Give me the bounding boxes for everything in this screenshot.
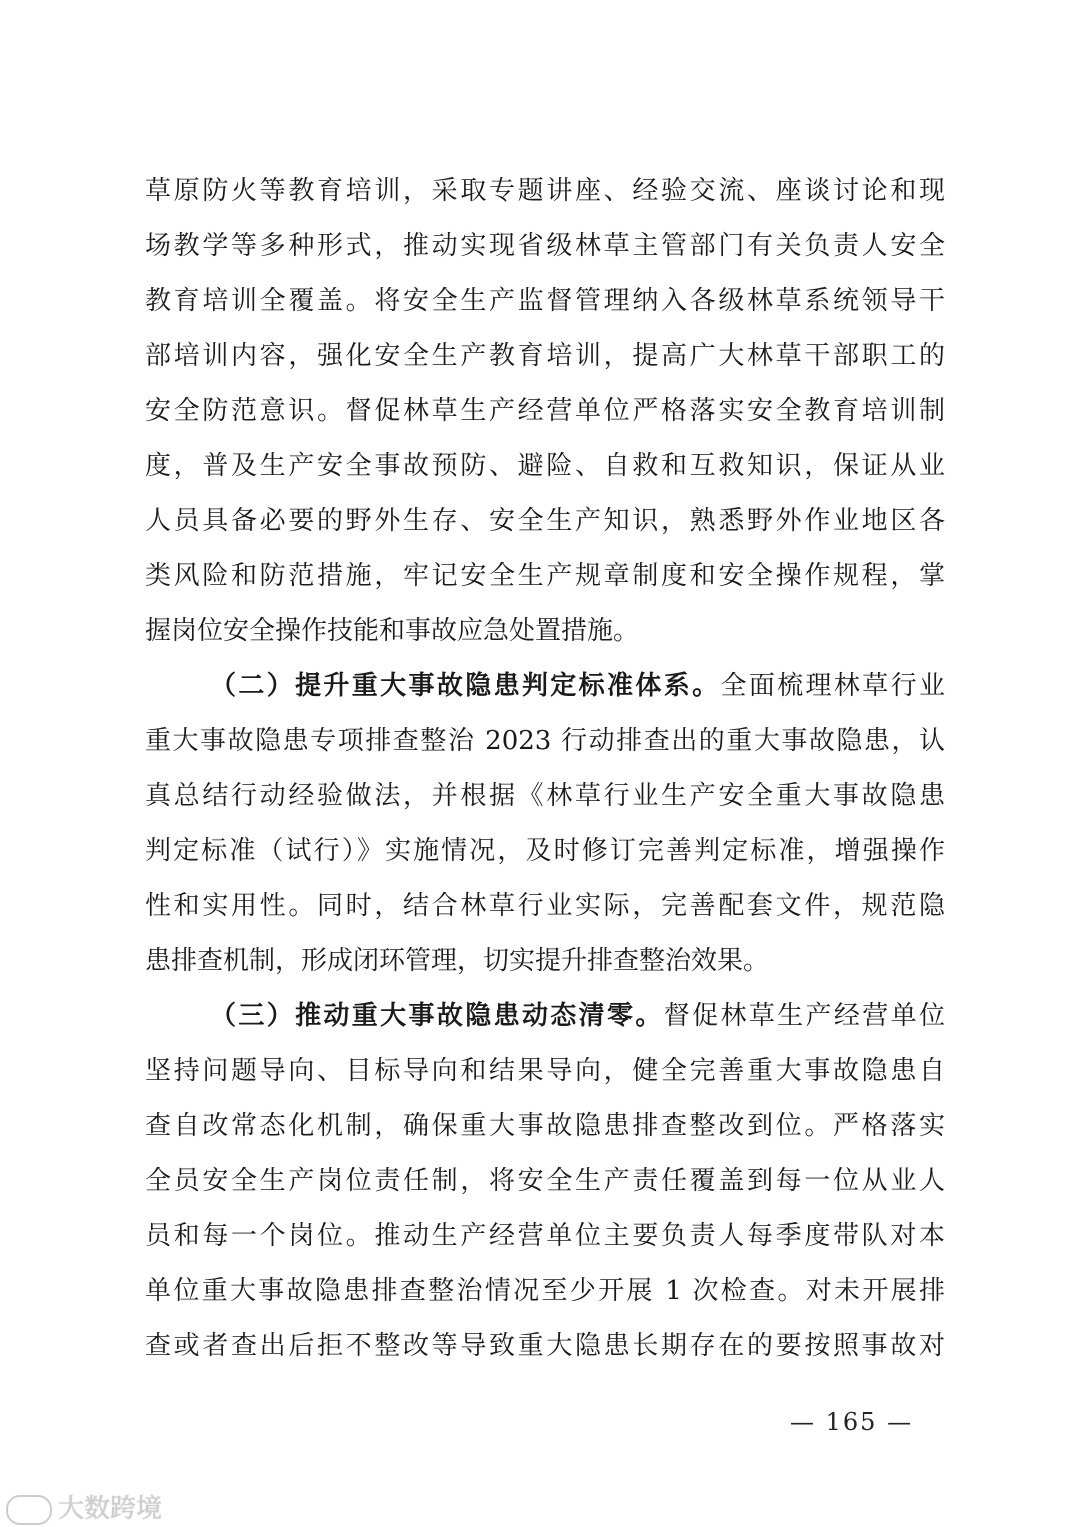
line-text: 草原防火等教育培训，采取专题讲座、经验交流、座谈讨论和现 — [145, 176, 945, 206]
text-line — [145, 938, 945, 984]
section-heading: （二）提升重大事故隐患判定标准体系。 — [210, 671, 721, 701]
text-line — [145, 498, 945, 544]
line-text: 重大事故隐患专项排查整治 2023 行动排查出的重大事故隐患，认 — [145, 726, 945, 756]
line-text: 安全防范意识。督促林草生产经营单位严格落实安全教育培训制 — [145, 396, 945, 426]
text-line — [145, 828, 945, 874]
section-heading-line — [210, 663, 945, 709]
line-text: 督促林草生产经营单位 — [663, 1001, 945, 1031]
line-text: 部培训内容，强化安全生产教育培训，提高广大林草干部职工的 — [145, 341, 945, 371]
line-text: 查或者查出后拒不整改等导致重大隐患长期存在的要按照事故对 — [145, 1331, 945, 1361]
line-text: 单位重大事故隐患排查整治情况至少开展 1 次检查。对未开展排 — [145, 1276, 945, 1306]
line-text: 人员具备必要的野外生存、安全生产知识，熟悉野外作业地区各 — [145, 506, 945, 536]
text-line — [145, 773, 945, 819]
line-text: 全员安全生产岗位责任制，将安全生产责任覆盖到每一位从业人 — [145, 1166, 945, 1196]
line-text: 场教学等多种形式，推动实现省级林草主管部门有关负责人安全 — [145, 231, 945, 261]
line-text: 性和实用性。同时，结合林草行业实际，完善配套文件，规范隐 — [145, 891, 945, 921]
line-text: 坚持问题导向、目标导向和结果导向，健全完善重大事故隐患自 — [145, 1056, 945, 1086]
text-line — [145, 1268, 945, 1314]
text-line — [145, 1048, 945, 1094]
line-text: 查自改常态化机制，确保重大事故隐患排查整改到位。严格落实 — [145, 1111, 945, 1141]
line-text: 教育培训全覆盖。将安全生产监督管理纳入各级林草系统领导干 — [145, 286, 945, 316]
text-line — [145, 553, 945, 599]
line-text: 患排查机制，形成闭环管理，切实提升排查整治效果。 — [145, 946, 770, 976]
text-line — [145, 333, 945, 379]
text-line — [145, 443, 945, 489]
page-number: — 165 — — [790, 1408, 914, 1436]
text-line — [145, 278, 945, 324]
text-line — [145, 223, 945, 269]
line-text: 真总结行动经验做法，并根据《林草行业生产安全重大事故隐患 — [145, 781, 945, 811]
line-text: 判定标准（试行）》实施情况，及时修订完善判定标准，增强操作 — [145, 836, 945, 866]
text-line — [145, 168, 945, 214]
section-heading-line — [210, 993, 945, 1039]
text-line — [145, 1103, 945, 1149]
text-line — [145, 718, 945, 764]
text-line — [145, 1323, 945, 1369]
section-heading: （三）推动重大事故隐患动态清零。 — [210, 1001, 664, 1031]
line-text: 度，普及生产安全事故预防、避险、自救和互救知识，保证从业 — [145, 451, 945, 481]
watermark — [6, 1488, 162, 1525]
text-line — [145, 1213, 945, 1259]
line-text: 握岗位安全操作技能和事故应急处置措施。 — [145, 616, 640, 646]
text-line — [145, 883, 945, 929]
watermark-logo-icon — [6, 1495, 52, 1525]
watermark-text: 大数跨境 — [58, 1494, 163, 1524]
text-line — [145, 608, 945, 654]
text-line — [145, 1158, 945, 1204]
line-text: 类风险和防范措施，牢记安全生产规章制度和安全操作规程，掌 — [145, 561, 945, 591]
line-text: 全面梳理林草行业 — [720, 671, 945, 701]
line-text: 员和每一个岗位。推动生产经营单位主要负责人每季度带队对本 — [145, 1221, 945, 1251]
text-line — [145, 388, 945, 434]
